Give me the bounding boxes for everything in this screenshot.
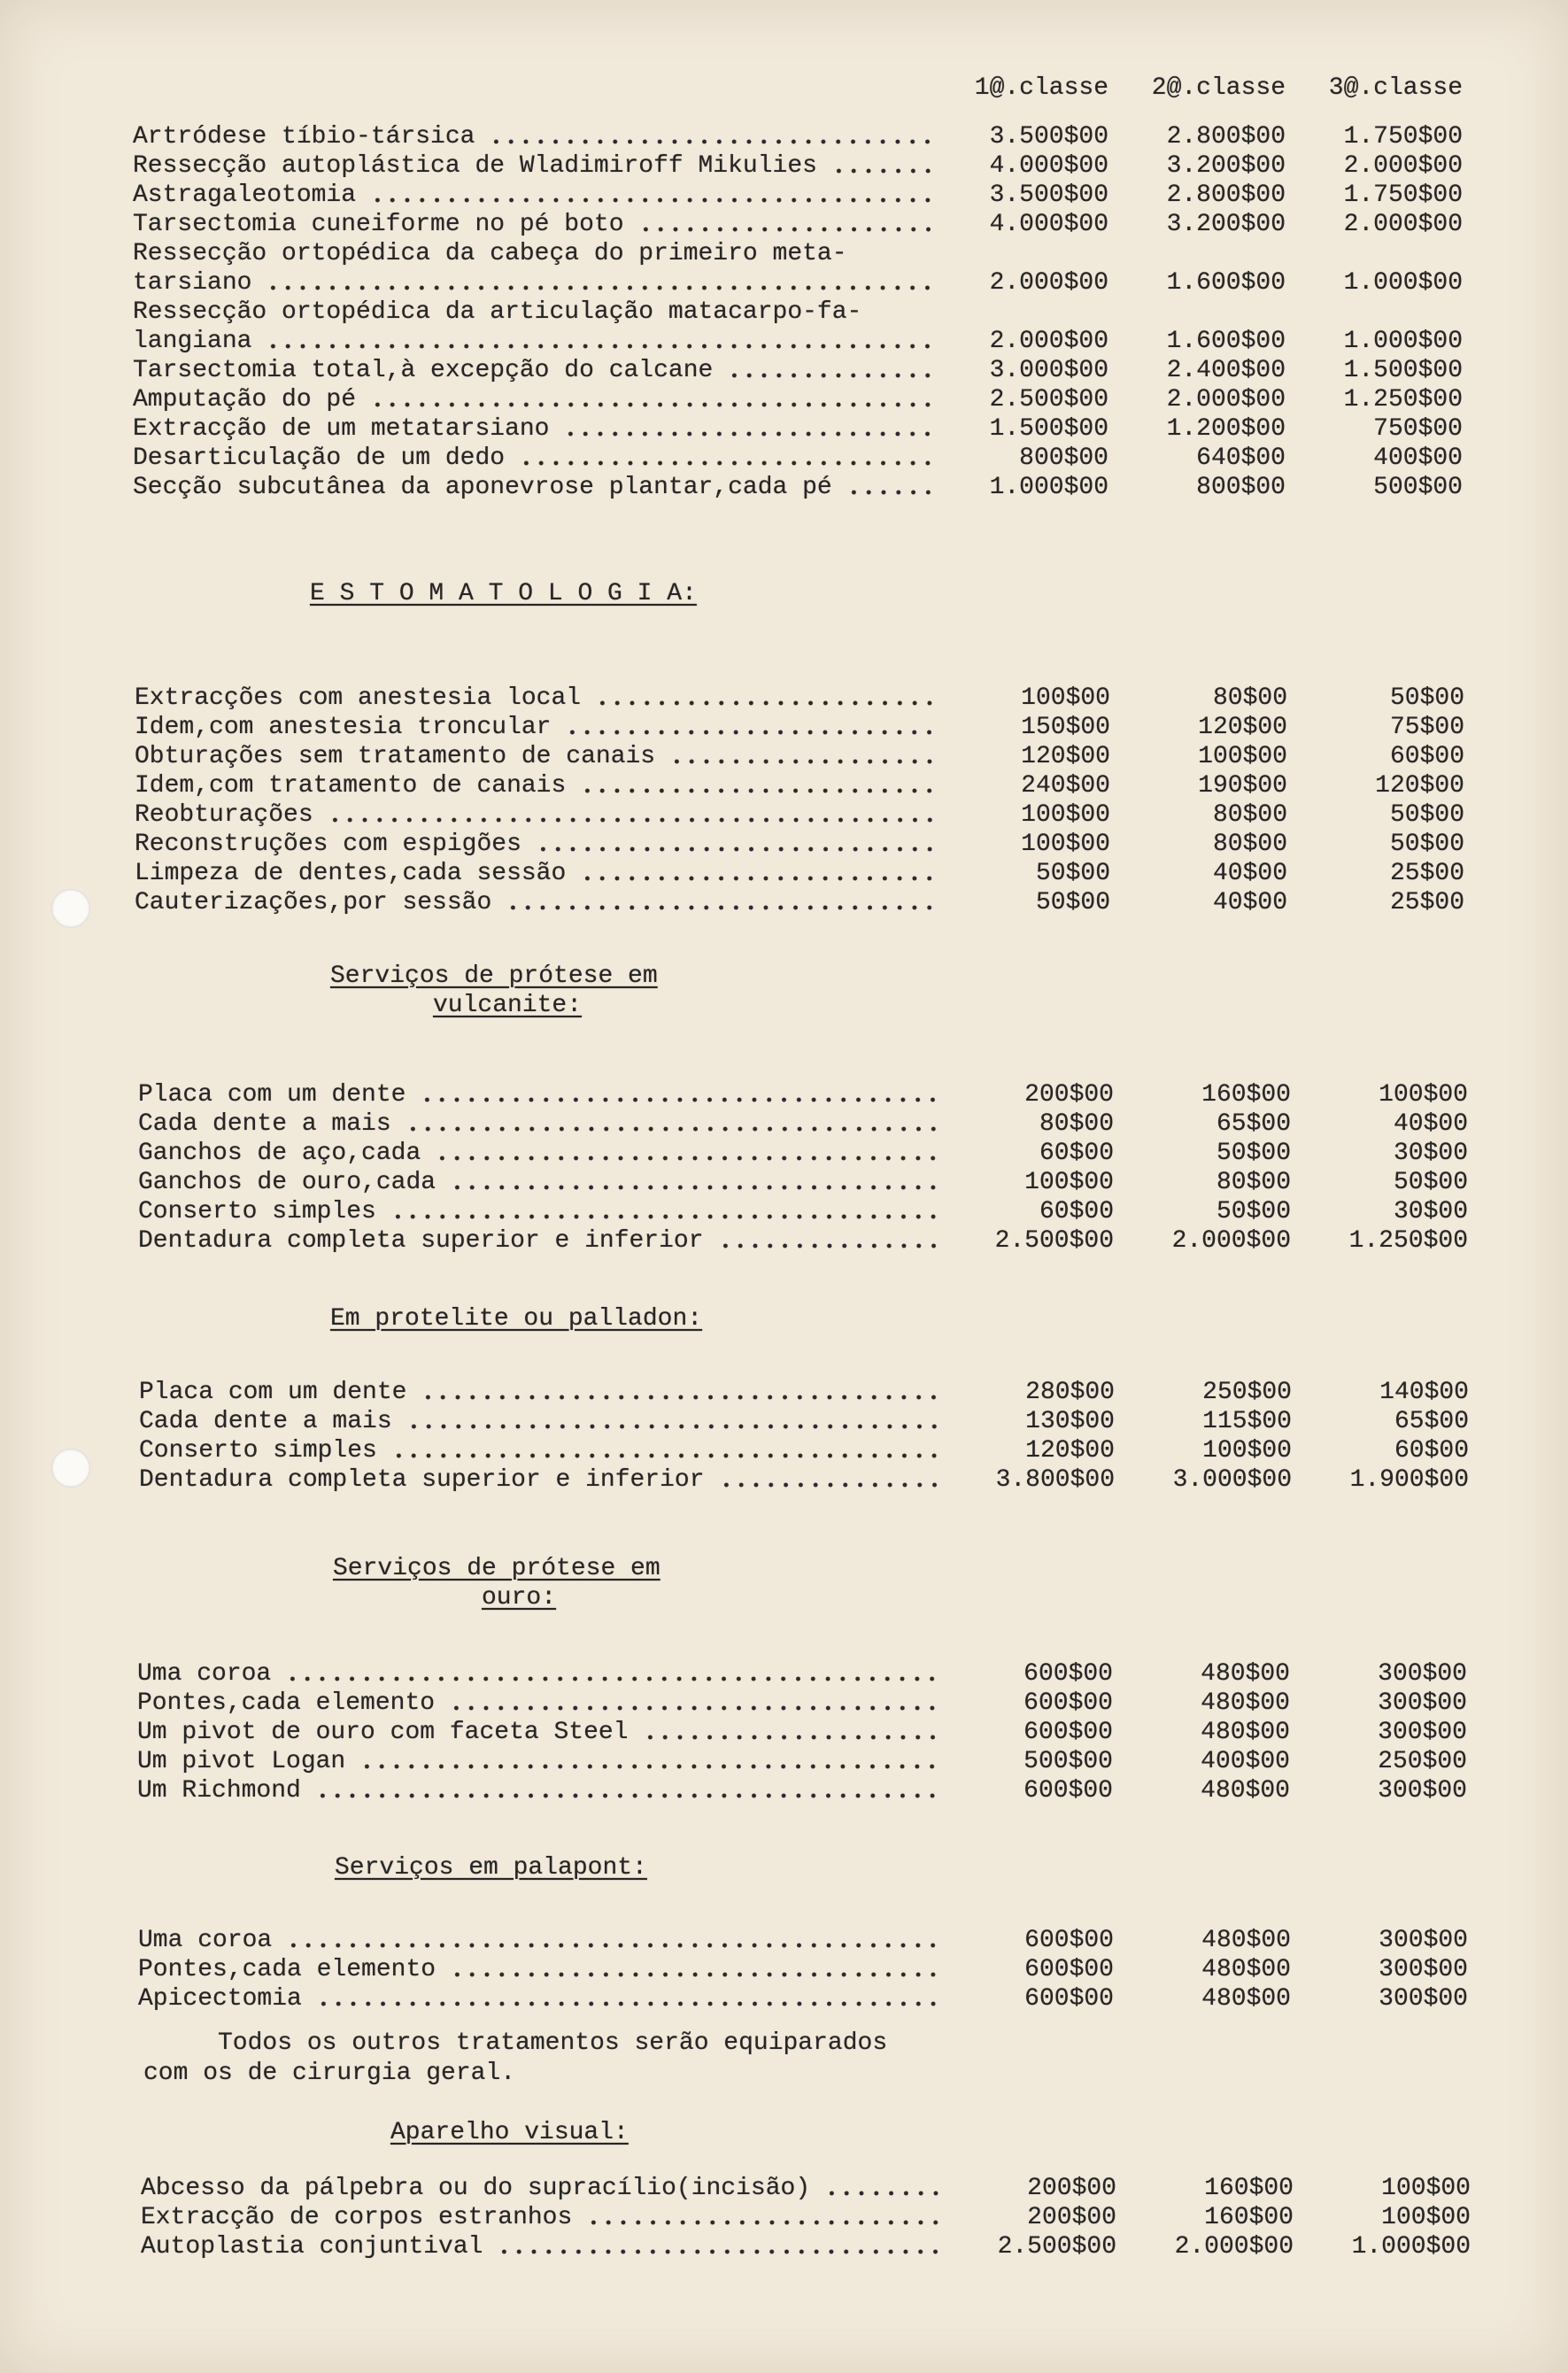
price-row: [133, 356, 1463, 385]
procedure-name: Dentadura completa superior e inferior: [139, 1465, 938, 1495]
price-3rd-class: 25$00: [1389, 889, 1464, 916]
price-row: [138, 1080, 1468, 1109]
price-1st-class: 2.500$00: [989, 386, 1108, 414]
price-2nd-class: 480$00: [1201, 1719, 1290, 1746]
price-row: [139, 1465, 1469, 1495]
procedure-name: Autoplastia conjuntival: [141, 2232, 939, 2261]
price-row: [135, 742, 1464, 771]
price-row: [139, 1407, 1469, 1436]
price-row: [138, 1984, 1468, 2014]
price-3rd-class: 1.900$00: [1349, 1466, 1469, 1494]
price-2nd-class: 3.200$00: [1166, 152, 1286, 180]
price-3rd-class: 30$00: [1393, 1140, 1468, 1167]
price-3rd-class: 25$00: [1389, 860, 1464, 887]
price-2nd-class: 3.000$00: [1172, 1466, 1292, 1494]
price-2nd-class: 120$00: [1198, 714, 1287, 741]
price-2nd-class: 190$00: [1198, 772, 1287, 800]
price-2nd-class: 480$00: [1201, 1689, 1290, 1717]
procedure-name: Extracção de corpos estranhos: [141, 2203, 939, 2232]
price-1st-class: 280$00: [1025, 1379, 1115, 1406]
price-2nd-class: 800$00: [1196, 474, 1286, 501]
procedure-name: Artródese tíbio-társica: [133, 122, 931, 151]
procedure-name: Extracções com anestesia local: [135, 684, 933, 713]
price-row: [135, 771, 1464, 800]
price-2nd-class: 480$00: [1201, 1956, 1291, 1983]
price-row: [133, 181, 1463, 210]
price-row: [133, 385, 1463, 414]
price-1st-class: 3.000$00: [989, 357, 1108, 384]
price-2nd-class: 50$00: [1216, 1198, 1291, 1225]
column-header-3rd-class: 3@.classe: [1328, 74, 1463, 102]
price-1st-class: 2.000$00: [989, 328, 1108, 355]
price-1st-class: 2.500$00: [997, 2233, 1116, 2261]
price-1st-class: 100$00: [1021, 801, 1110, 829]
price-row: [133, 122, 1463, 151]
section-heading-vulcanite-line-1: Serviços de prótese em: [330, 962, 658, 990]
procedure-name: Astragaleotomia: [133, 181, 931, 210]
section-heading-visual: Aparelho visual:: [390, 2119, 629, 2146]
price-row: [133, 268, 1463, 298]
price-3rd-class: 1.250$00: [1348, 1227, 1468, 1255]
price-2nd-class: 80$00: [1212, 831, 1287, 858]
column-header-1st-class: 1@.classe: [974, 74, 1108, 102]
procedure-name: Conserto simples: [139, 1436, 938, 1465]
price-1st-class: 150$00: [1021, 714, 1110, 741]
price-1st-class: 600$00: [1024, 1956, 1114, 1983]
price-row: [141, 2203, 1471, 2232]
price-3rd-class: 400$00: [1373, 444, 1463, 472]
price-3rd-class: 50$00: [1389, 831, 1464, 858]
price-row-first-line: [133, 239, 1463, 268]
price-2nd-class: 2.800$00: [1166, 123, 1286, 151]
price-1st-class: 200$00: [1027, 2204, 1116, 2231]
price-2nd-class: 2.000$00: [1171, 1227, 1291, 1255]
price-1st-class: 60$00: [1039, 1140, 1114, 1167]
price-1st-class: 100$00: [1021, 684, 1110, 712]
vulcanite-section: [138, 1080, 1468, 1256]
price-1st-class: 600$00: [1024, 1985, 1114, 2013]
price-1st-class: 50$00: [1035, 889, 1110, 916]
procedure-name: Dentadura completa superior e inferior: [138, 1226, 937, 1256]
price-3rd-class: 1.750$00: [1343, 182, 1463, 209]
procedure-name: Cada dente a mais: [138, 1109, 937, 1139]
section-heading-gold-line-2: ouro:: [482, 1584, 557, 1612]
procedure-name: Limpeza de dentes,cada sessão: [135, 859, 933, 888]
procedure-name: Um pivot de ouro com faceta Steel: [137, 1718, 936, 1747]
procedure-name-line-2: tarsiano: [133, 268, 931, 298]
price-1st-class: 130$00: [1025, 1408, 1115, 1435]
price-1st-class: 2.000$00: [989, 269, 1108, 297]
price-row: [138, 1168, 1468, 1197]
price-3rd-class: 60$00: [1389, 743, 1464, 770]
price-3rd-class: 40$00: [1393, 1110, 1468, 1138]
note-line-1: Todos os outros tratamentos serão equiparados: [218, 2029, 888, 2057]
price-2nd-class: 480$00: [1201, 1927, 1291, 1954]
price-2nd-class: 400$00: [1201, 1748, 1290, 1775]
price-1st-class: 2.500$00: [994, 1227, 1114, 1255]
price-1st-class: 4.000$00: [989, 152, 1108, 180]
section-heading-palapont: Serviços em palapont:: [335, 1854, 647, 1882]
price-2nd-class: 480$00: [1201, 1660, 1290, 1688]
price-row: [133, 444, 1463, 473]
price-row: [138, 1139, 1468, 1168]
gold-section: [137, 1659, 1467, 1805]
section-heading-gold-line-1: Serviços de prótese em: [333, 1555, 660, 1582]
price-2nd-class: 80$00: [1212, 801, 1287, 829]
procedure-name: Extracção de um metatarsiano: [133, 414, 931, 444]
price-row: [137, 1689, 1467, 1718]
column-header-2nd-class: 2@.classe: [1151, 74, 1286, 102]
price-2nd-class: 160$00: [1204, 2204, 1294, 2231]
price-2nd-class: 1.600$00: [1166, 328, 1286, 355]
price-2nd-class: 250$00: [1202, 1379, 1292, 1406]
procedure-name: Um pivot Logan: [137, 1747, 936, 1776]
price-2nd-class: 1.600$00: [1166, 269, 1286, 297]
procedure-name-line-1: Ressecção ortopédica da articulação matacarpo-fa-: [133, 298, 862, 326]
procedure-name: Placa com um dente: [139, 1378, 938, 1407]
visual-section: [141, 2174, 1471, 2261]
price-1st-class: 200$00: [1024, 1081, 1114, 1109]
price-row: [137, 1776, 1467, 1805]
price-1st-class: 3.800$00: [995, 1466, 1115, 1494]
column-header-row: [133, 73, 1463, 103]
procedure-name: Ganchos de ouro,cada: [138, 1168, 937, 1197]
procedure-name: Placa com um dente: [138, 1080, 937, 1109]
procedure-name: Uma coroa: [137, 1659, 936, 1689]
price-2nd-class: 480$00: [1201, 1985, 1291, 2013]
price-2nd-class: 80$00: [1216, 1169, 1291, 1196]
price-3rd-class: 75$00: [1389, 714, 1464, 741]
price-row: [141, 2174, 1471, 2203]
procedure-name: Amputação do pé: [133, 385, 931, 414]
price-3rd-class: 1.000$00: [1351, 2233, 1471, 2261]
price-row: [138, 1226, 1468, 1256]
price-2nd-class: 80$00: [1212, 684, 1287, 712]
price-3rd-class: 300$00: [1379, 1927, 1468, 1954]
price-row: [135, 713, 1464, 742]
price-row: [139, 1378, 1469, 1407]
price-2nd-class: 100$00: [1202, 1437, 1292, 1465]
price-1st-class: 500$00: [1023, 1748, 1113, 1775]
procedure-name: Tarsectomia cuneiforme no pé boto: [133, 210, 931, 239]
price-2nd-class: 3.200$00: [1166, 211, 1286, 238]
price-row: [135, 830, 1464, 859]
section-heading-protelite: Em protelite ou palladon:: [330, 1305, 703, 1333]
price-2nd-class: 480$00: [1201, 1777, 1290, 1805]
price-3rd-class: 500$00: [1373, 474, 1463, 501]
price-3rd-class: 100$00: [1381, 2204, 1471, 2231]
section-heading-stomatology: E S T O M A T O L O G I A:: [310, 580, 697, 607]
price-1st-class: 600$00: [1023, 1689, 1113, 1717]
price-row: [137, 1718, 1467, 1747]
price-3rd-class: 1.500$00: [1343, 357, 1463, 384]
price-1st-class: 1.000$00: [989, 474, 1108, 501]
price-row: [138, 1955, 1468, 1984]
price-row: [138, 1197, 1468, 1226]
procedure-name: Cada dente a mais: [139, 1407, 938, 1436]
price-3rd-class: 100$00: [1379, 1081, 1468, 1109]
price-3rd-class: 2.000$00: [1343, 152, 1463, 180]
price-row: [135, 800, 1464, 830]
price-row: [133, 473, 1463, 502]
procedure-name-line-1: Ressecção ortopédica da cabeça do primeiro meta-: [133, 240, 847, 267]
punch-hole: [51, 889, 90, 928]
price-3rd-class: 65$00: [1394, 1408, 1469, 1435]
price-row: [139, 1436, 1469, 1465]
price-row: [137, 1747, 1467, 1776]
price-2nd-class: 2.000$00: [1166, 386, 1286, 414]
price-3rd-class: 1.250$00: [1343, 386, 1463, 414]
price-3rd-class: 300$00: [1378, 1660, 1467, 1688]
section-heading-vulcanite-line-2: vulcanite:: [433, 992, 583, 1019]
procedure-name: Pontes,cada elemento: [137, 1689, 936, 1718]
price-row: [138, 1109, 1468, 1139]
price-1st-class: 600$00: [1023, 1660, 1113, 1688]
procedure-name: Cauterizações,por sessão: [135, 888, 933, 917]
price-3rd-class: 300$00: [1378, 1719, 1467, 1746]
price-1st-class: 600$00: [1023, 1777, 1113, 1805]
price-1st-class: 50$00: [1035, 860, 1110, 887]
price-2nd-class: 160$00: [1204, 2175, 1294, 2202]
price-row: [133, 414, 1463, 444]
palapont-section: [138, 1926, 1468, 2014]
stomatology-section: [135, 684, 1464, 917]
price-1st-class: 600$00: [1024, 1927, 1114, 1954]
price-row: [141, 2232, 1471, 2261]
procedure-name: Obturações sem tratamento de canais: [135, 742, 933, 771]
procedure-name: Reobturações: [135, 800, 933, 830]
price-row-first-line: [133, 298, 1463, 327]
price-1st-class: 240$00: [1021, 772, 1110, 800]
price-row: [137, 1659, 1467, 1689]
procedure-name: Apicectomia: [138, 1984, 937, 2014]
price-2nd-class: 65$00: [1216, 1110, 1291, 1138]
procedure-name: Secção subcutânea da aponevrose plantar,cada pé: [133, 473, 931, 502]
procedure-name: Desarticulação de um dedo: [133, 444, 931, 473]
price-2nd-class: 160$00: [1201, 1081, 1291, 1109]
procedure-name: Um Richmond: [137, 1776, 936, 1805]
price-3rd-class: 50$00: [1393, 1169, 1468, 1196]
note-line-2: com os de cirurgia geral.: [143, 2060, 516, 2087]
price-1st-class: 100$00: [1024, 1169, 1114, 1196]
price-3rd-class: 2.000$00: [1343, 211, 1463, 238]
price-3rd-class: 60$00: [1394, 1437, 1469, 1465]
punch-hole: [51, 1449, 90, 1488]
procedure-name: Ressecção autoplástica de Wladimiroff Mikulies: [133, 151, 931, 181]
price-row: [133, 327, 1463, 356]
header-row: [133, 73, 1463, 103]
procedure-name: Uma coroa: [138, 1926, 937, 1955]
price-row: [138, 1926, 1468, 1955]
procedure-name: Reconstruções com espigões: [135, 830, 933, 859]
price-2nd-class: 40$00: [1212, 889, 1287, 916]
price-row: [135, 888, 1464, 917]
price-2nd-class: 115$00: [1202, 1408, 1292, 1435]
procedure-name: Idem,com tratamento de canais: [135, 771, 933, 800]
price-3rd-class: 250$00: [1378, 1748, 1467, 1775]
price-3rd-class: 100$00: [1381, 2175, 1471, 2202]
price-3rd-class: 1.000$00: [1343, 328, 1463, 355]
price-3rd-class: 1.750$00: [1343, 123, 1463, 151]
price-2nd-class: 640$00: [1196, 444, 1286, 472]
price-3rd-class: 750$00: [1373, 415, 1463, 443]
price-2nd-class: 100$00: [1198, 743, 1287, 770]
price-2nd-class: 1.200$00: [1166, 415, 1286, 443]
price-1st-class: 120$00: [1021, 743, 1110, 770]
price-1st-class: 60$00: [1039, 1198, 1114, 1225]
price-2nd-class: 40$00: [1212, 860, 1287, 887]
price-1st-class: 1.500$00: [989, 415, 1108, 443]
price-3rd-class: 300$00: [1379, 1985, 1468, 2013]
price-3rd-class: 140$00: [1379, 1379, 1469, 1406]
procedure-name: Idem,com anestesia troncular: [135, 713, 933, 742]
price-1st-class: 100$00: [1021, 831, 1110, 858]
price-3rd-class: 1.000$00: [1343, 269, 1463, 297]
price-3rd-class: 50$00: [1389, 801, 1464, 829]
procedure-name: Abcesso da pálpebra ou do supracílio(incisão): [141, 2174, 939, 2203]
price-3rd-class: 120$00: [1375, 772, 1464, 800]
price-1st-class: 3.500$00: [989, 123, 1108, 151]
price-row: [135, 859, 1464, 888]
price-3rd-class: 30$00: [1393, 1198, 1468, 1225]
price-2nd-class: 2.800$00: [1166, 182, 1286, 209]
price-3rd-class: 300$00: [1379, 1956, 1468, 1983]
price-1st-class: 80$00: [1039, 1110, 1114, 1138]
price-1st-class: 800$00: [1019, 444, 1108, 472]
procedure-name: Pontes,cada elemento: [138, 1955, 937, 1984]
procedure-name: Ganchos de aço,cada: [138, 1139, 937, 1168]
protelite-section: [139, 1378, 1469, 1495]
price-2nd-class: 2.000$00: [1174, 2233, 1294, 2261]
price-1st-class: 120$00: [1025, 1437, 1115, 1465]
price-3rd-class: 300$00: [1378, 1689, 1467, 1717]
header-spacer: [133, 73, 931, 103]
price-row: [133, 151, 1463, 181]
price-row: [133, 210, 1463, 239]
price-1st-class: 600$00: [1023, 1719, 1113, 1746]
orthopedics-section: [133, 122, 1463, 502]
procedure-name: Conserto simples: [138, 1197, 937, 1226]
procedure-name-line-2: langiana: [133, 327, 931, 356]
price-1st-class: 3.500$00: [989, 182, 1108, 209]
price-2nd-class: 50$00: [1216, 1140, 1291, 1167]
price-1st-class: 4.000$00: [989, 211, 1108, 238]
price-row: [135, 684, 1464, 713]
price-1st-class: 200$00: [1027, 2175, 1116, 2202]
price-3rd-class: 50$00: [1389, 684, 1464, 712]
price-3rd-class: 300$00: [1378, 1777, 1467, 1805]
price-2nd-class: 2.400$00: [1166, 357, 1286, 384]
procedure-name: Tarsectomia total,à excepção do calcane: [133, 356, 931, 385]
